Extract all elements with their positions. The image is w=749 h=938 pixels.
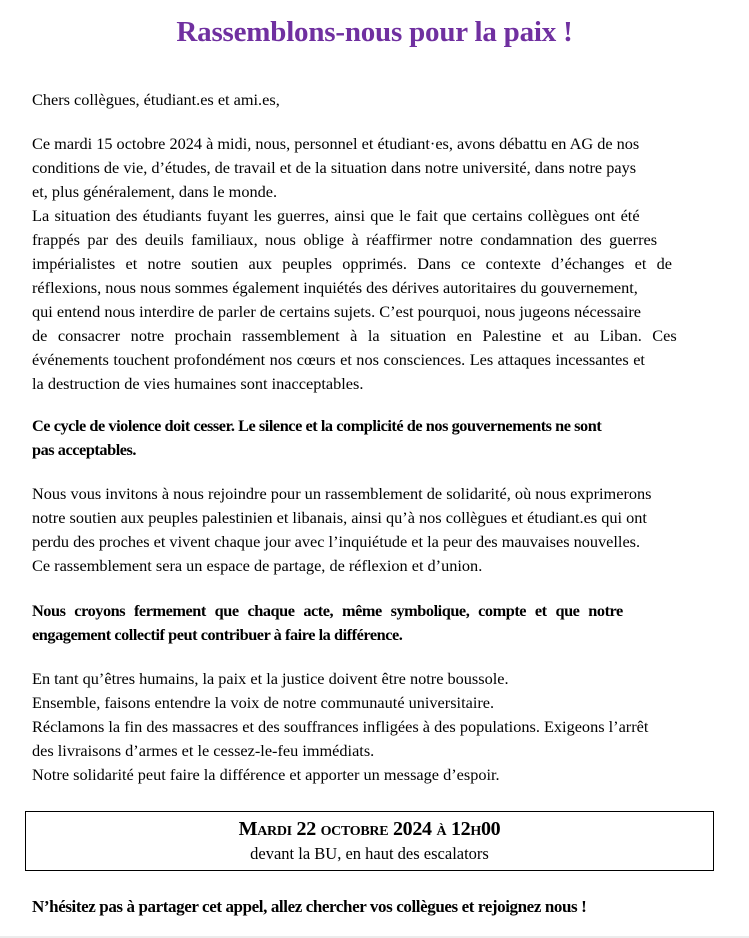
greeting (32, 88, 708, 112)
paragraph-intro-text (32, 132, 708, 396)
text-line: de consacrer notre prochain rassemblement à la situation en Palestine et au Liban. Ces (32, 326, 677, 345)
text-line: frappés par des deuils familiaux, nous oblige à réaffirmer notre condamnation des guerres (32, 230, 658, 249)
event-details-box (25, 811, 714, 871)
bold-statement-engagement (32, 599, 708, 647)
text-line: qui entend nous interdire de parler de certains sujets. C’est pourquoi, nous jugeons nécessaire (32, 302, 642, 321)
text-line: la destruction de vies humaines sont inacceptables. (32, 374, 364, 393)
text-line: réflexions, nous nous sommes également inquiétés des dérives autoritaires du gouvernement, (32, 278, 638, 297)
text-line: Nous croyons fermement que chaque acte, même symbolique, compte et que notre (32, 601, 623, 620)
paragraph-invitation (32, 482, 708, 578)
text-line: des livraisons d’armes et le cessez-le-feu immédiats. (32, 741, 375, 760)
text-line: Ce mardi 15 octobre 2024 à midi, nous, personnel et étudiant·es, avons débattu en AG de nos (32, 134, 640, 153)
bold-statement-violence-text (32, 414, 708, 462)
bold-statement-engagement-text (32, 599, 708, 647)
text-line: perdu des proches et vivent chaque jour avec l’inquiétude et la peur des mauvaises nouvelles. (32, 532, 641, 551)
closing-call: N’hésitez pas à partager cet appel, allez chercher vos collègues et rejoignez nous ! (32, 897, 587, 916)
text-line: Ensemble, faisons entendre la voix de notre communauté universitaire. (32, 693, 495, 712)
text-line: événements touchent profondément nos cœurs et nos consciences. Les attaques incessantes et (32, 350, 645, 369)
text-line: pas acceptables. (32, 440, 137, 459)
paragraph-call-text (32, 667, 708, 787)
event-location: devant la BU, en haut des escalators (250, 844, 489, 863)
text-line: notre soutien aux peuples palestinien et libanais, ainsi qu’à nos collègues et étudiant.es qui ont (32, 508, 647, 527)
text-line: Réclamons la fin des massacres et des souffrances infligées à des populations. Exigeons l’arrêt (32, 717, 649, 736)
greeting-text: Chers collègues, étudiant.es et ami.es, (32, 90, 280, 109)
text-line: impérialistes et notre soutien aux peuples opprimés. Dans ce contexte d’échanges et de (32, 254, 672, 273)
text-line: Nous vous invitons à nous rejoindre pour un rassemblement de solidarité, où nous exprimerons (32, 484, 652, 503)
paragraph-intro (32, 132, 708, 396)
paragraph-invitation-text (32, 482, 708, 578)
text-line: En tant qu’êtres humains, la paix et la justice doivent être notre boussole. (32, 669, 509, 688)
text-line: et, plus généralement, dans le monde. (32, 182, 278, 201)
text-line: Ce cycle de violence doit cesser. Le silence et la complicité de nos gouvernements ne sont (32, 416, 602, 435)
text-line: engagement collectif peut contribuer à faire la différence. (32, 625, 403, 644)
text-line: Notre solidarité peut faire la différence et apporter un message d’espoir. (32, 765, 500, 784)
event-date: Mardi 22 octobre 2024 à 12h00 (238, 818, 501, 840)
paragraph-call (32, 667, 708, 787)
bold-statement-violence (32, 414, 708, 462)
text-line: Ce rassemblement sera un espace de partage, de réflexion et d’union. (32, 556, 483, 575)
text-line: La situation des étudiants fuyant les guerres, ainsi que le fait que certains collègues ont été (32, 206, 640, 225)
text-line: conditions de vie, d’études, de travail et de la situation dans notre université, dans notre pays (32, 158, 637, 177)
page-title: Rassemblons-nous pour la paix ! (176, 16, 573, 48)
